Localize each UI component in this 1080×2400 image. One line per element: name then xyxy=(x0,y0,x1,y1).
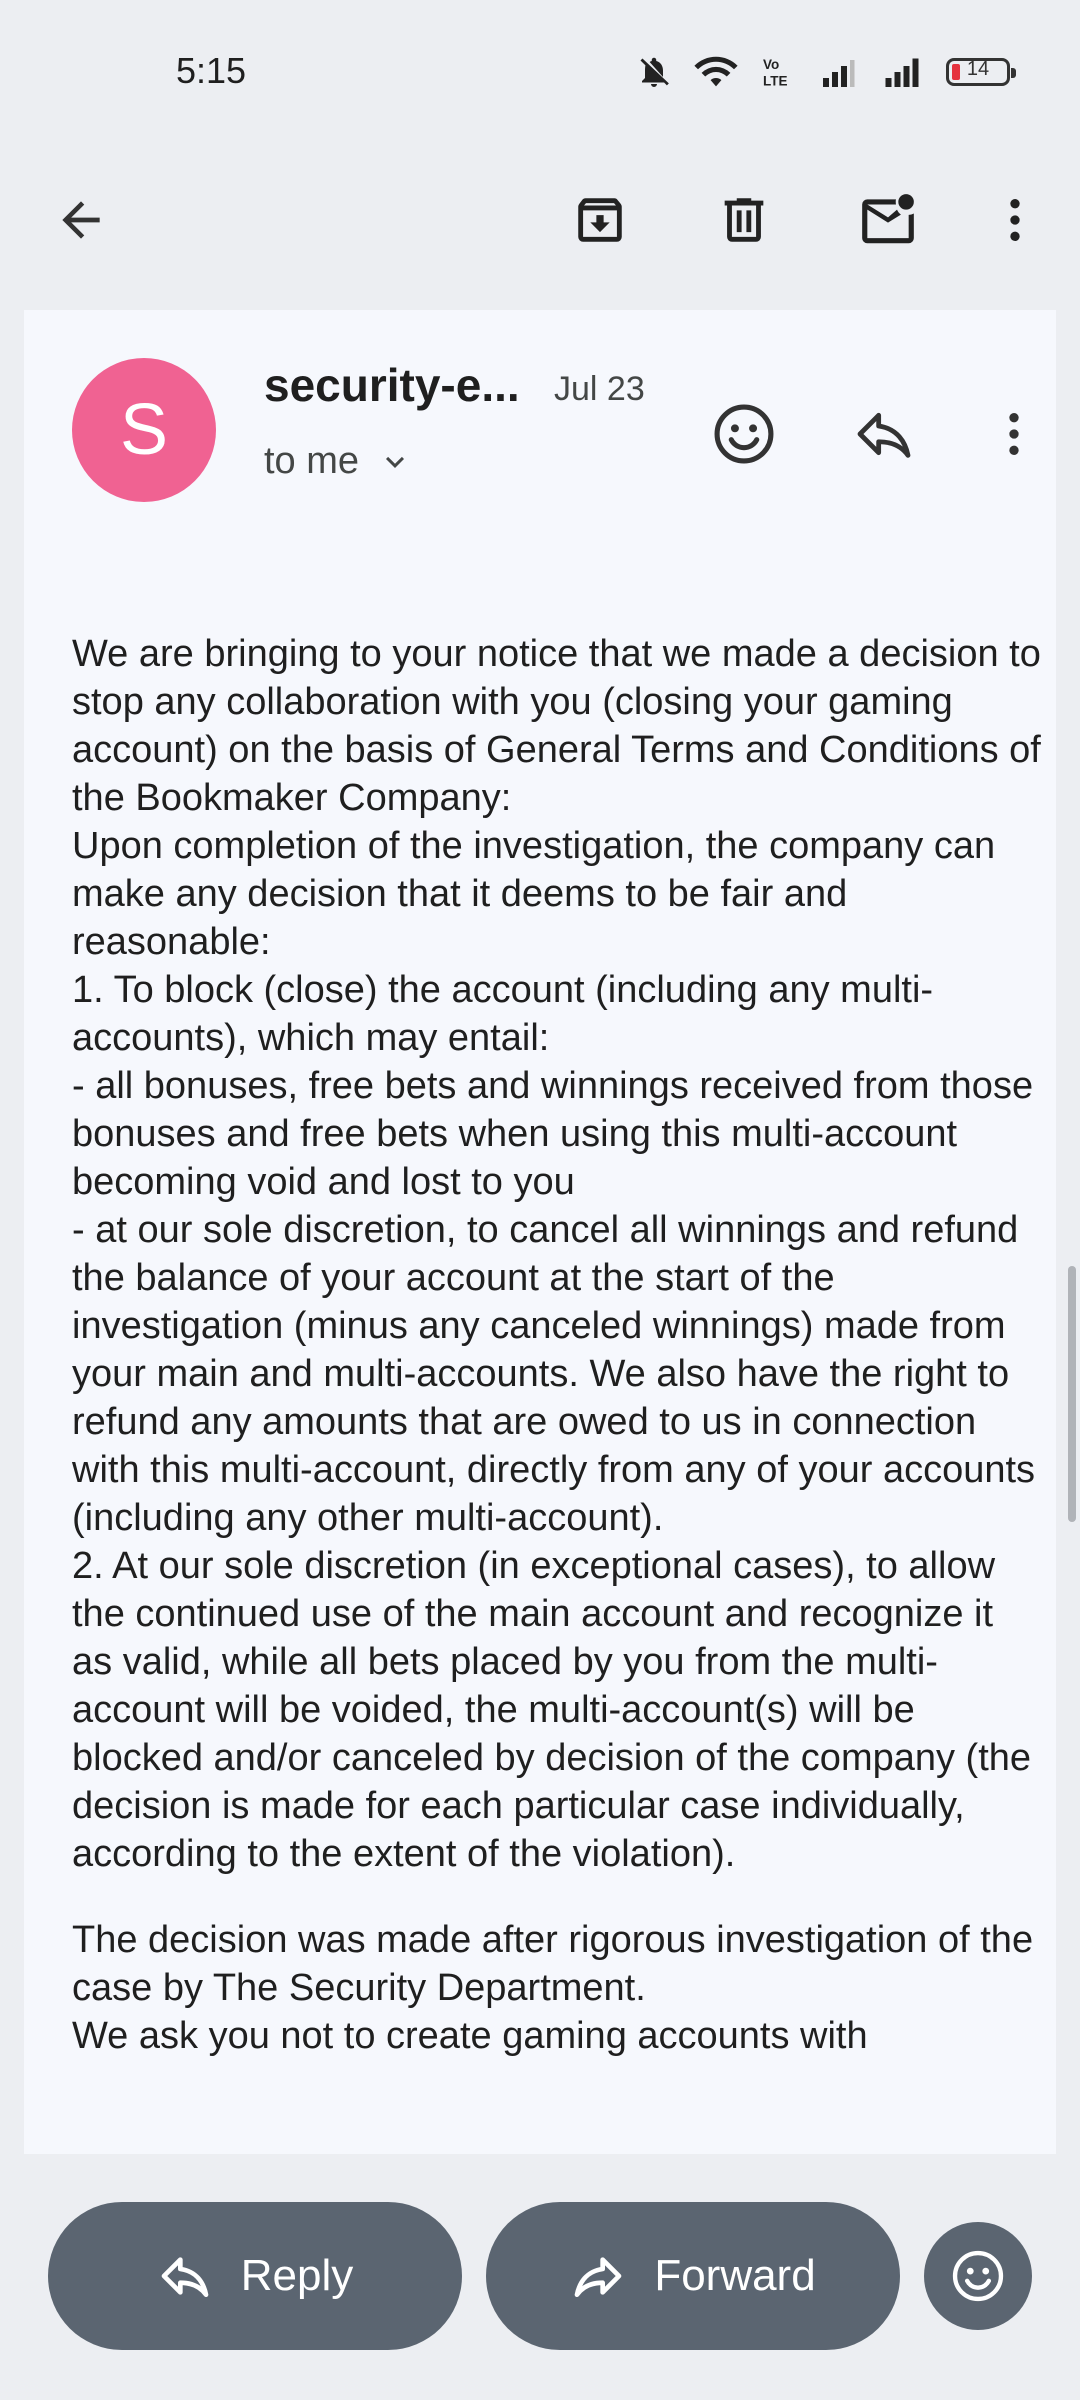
more-options-button[interactable] xyxy=(970,175,1060,265)
forward-button[interactable] xyxy=(486,2202,900,2350)
reply-button[interactable] xyxy=(48,2202,462,2350)
volte-icon xyxy=(760,54,796,90)
signal-icon-2 xyxy=(880,54,924,90)
reply-label: Reply xyxy=(240,2251,354,2300)
react-button[interactable] xyxy=(924,2222,1032,2330)
chevron-down-icon xyxy=(377,444,413,480)
sender-avatar[interactable]: S xyxy=(72,358,216,502)
bell-off-icon xyxy=(636,54,672,90)
back-button[interactable] xyxy=(36,175,126,265)
body-paragraph: We are bringing to your notice that we made a decision to stop any collaboration with you (closing your gaming account) on the basis of General Terms and Conditions of the Bookmaker Company: Upon completion of the investigation, the company can make any decision that it deems to be fair and reasonable: 1. To block (close) the account (including any multi-accounts), which may entail: - all bonuses, free bets and winnings received from those bonuses and free bets when using this multi-account becoming void and lost to you - at our sole discretion, to cancel all winnings and refund the balance of your account at the start of the investigation (minus any canceled winnings) made from your main and multi-accounts. We also have the right to refund any amounts that are owed to us in connection with this multi-account, directly from any of your accounts (including any other multi-account). 2. At our sole discretion (in exceptional cases), to allow the continued use of the main account and recognize it as valid, while all bets placed by you from the multi-account will be voided, the multi-account(s) will be blocked and/or canceled by decision of the company (the decision is made for each particular case individually, according to the extent of the violation). xyxy=(72,633,1041,1875)
email-body xyxy=(72,630,1042,2098)
recipient-toggle[interactable] xyxy=(264,440,413,483)
battery-level: 14 xyxy=(966,58,990,80)
mark-unread-icon xyxy=(857,189,919,251)
mark-unread-button[interactable] xyxy=(843,175,933,265)
reply-icon xyxy=(852,402,916,466)
more-vert-icon xyxy=(986,406,1042,462)
reply-icon-button[interactable] xyxy=(826,376,942,492)
back-arrow-icon xyxy=(53,192,109,248)
forward-label: Forward xyxy=(654,2251,816,2300)
body-paragraph: The decision was made after rigorous investigation of the case by The Security Department. We ask you not to create gaming accounts with xyxy=(72,1919,1034,2057)
archive-button[interactable] xyxy=(555,175,645,265)
recipient-label: to me xyxy=(264,440,360,482)
status-bar xyxy=(0,0,1080,140)
status-icons xyxy=(636,50,1010,94)
add-reaction-button[interactable] xyxy=(686,376,802,492)
svg-text:Vo: Vo xyxy=(763,57,780,72)
more-vert-icon xyxy=(987,192,1043,248)
wifi-icon xyxy=(694,54,738,90)
message-more-button[interactable] xyxy=(956,376,1056,492)
reply-icon xyxy=(157,2248,213,2304)
svg-text:LTE: LTE xyxy=(763,73,788,89)
delete-button[interactable] xyxy=(699,175,789,265)
trash-icon xyxy=(715,191,773,249)
emoji-icon xyxy=(710,400,778,468)
emoji-icon xyxy=(949,2247,1007,2305)
email-date: Jul 23 xyxy=(554,370,645,408)
forward-icon xyxy=(570,2248,626,2304)
sender-name[interactable]: security-e... xyxy=(264,359,520,411)
status-time: 5:15 xyxy=(176,50,247,91)
signal-icon xyxy=(818,54,858,90)
battery-icon xyxy=(946,58,1010,86)
email-card xyxy=(24,310,1056,2154)
scrollbar-thumb[interactable] xyxy=(1068,1266,1076,1522)
archive-icon xyxy=(571,191,629,249)
